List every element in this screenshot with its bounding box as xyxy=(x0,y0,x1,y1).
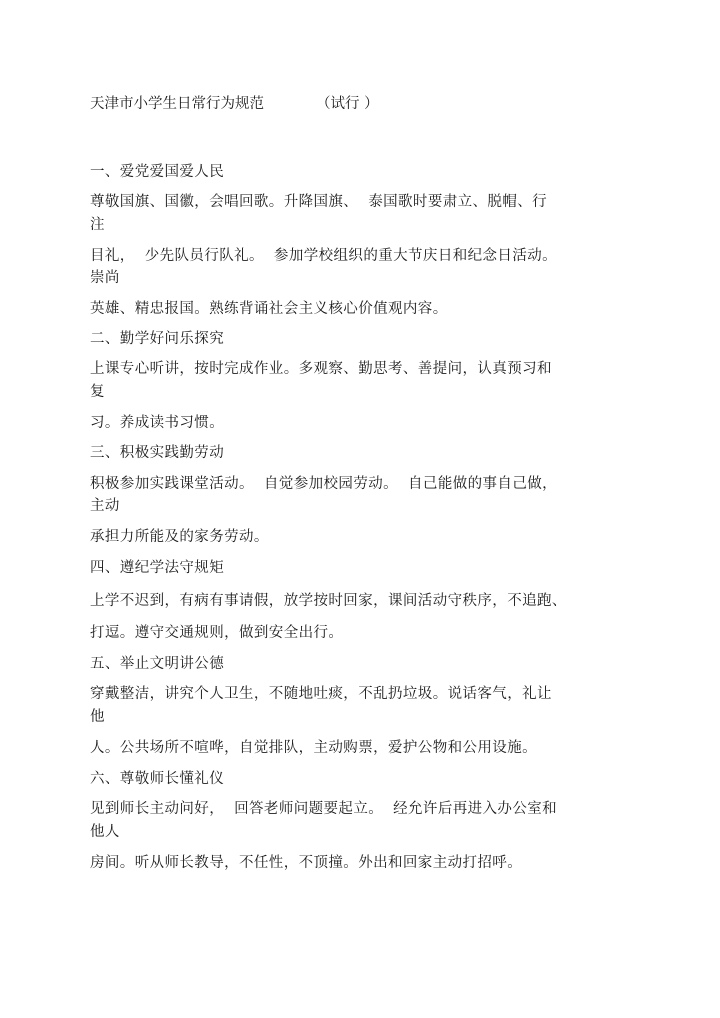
body-line: 上学不迟到，有病有事请假，放学按时回家，课间活动守秩序，不追跑、 xyxy=(90,593,567,609)
body-line: 习。养成读书习惯。 xyxy=(90,415,225,431)
section-heading-6: 六、尊敬师长懂礼仪 xyxy=(90,771,225,787)
body-line: 打逗。遵守交通规则，做到安全出行。 xyxy=(90,625,344,641)
document-title-row xyxy=(90,94,379,114)
body-line: 积极参加实践课堂活动。 自觉参加校园劳动。 自己能做的事自己做， xyxy=(90,476,558,492)
section-heading-4: 四、遵纪学法守规矩 xyxy=(90,560,225,576)
body-line: 上课专心听讲，按时完成作业。多观察、勤思考、善提问，认真预习和 xyxy=(90,361,552,377)
body-line: 崇尚 xyxy=(90,270,120,286)
body-line: 注 xyxy=(90,217,105,233)
section-heading-2: 二、勤学好问乐探究 xyxy=(90,331,225,347)
body-line: 房间。听从师长教导，不任性，不顶撞。外出和回家主动打招呼。 xyxy=(90,855,523,871)
section-heading-3: 三、积极实践勤劳动 xyxy=(90,445,225,461)
body-line: 英雄、精忠报国。熟练背诵社会主义核心价值观内容。 xyxy=(90,301,448,317)
body-line: 主动 xyxy=(90,498,120,514)
body-line: 目礼， 少先队员行队礼。 参加学校组织的重大节庆日和纪念日活动。 xyxy=(90,248,558,264)
body-line: 见到师长主动问好， 回答老师问题要起立。 经允许后再进入办公室和 xyxy=(90,801,558,817)
section-heading-5: 五、举止文明讲公德 xyxy=(90,656,225,672)
section-heading-1: 一、爱党爱国爱人民 xyxy=(90,164,225,180)
body-line: 人。公共场所不喧哗，自觉排队，主动购票，爱护公物和公用设施。 xyxy=(90,740,537,756)
body-line: 他 xyxy=(90,709,105,725)
body-line: 承担力所能及的家务劳动。 xyxy=(90,529,269,545)
body-line: 他人 xyxy=(90,824,120,840)
body-line: 穿戴整洁，讲究个人卫生，不随地吐痰，不乱扔垃圾。说话客气，礼让 xyxy=(90,686,552,702)
trial-note: （试行 ） xyxy=(316,96,379,112)
document-title: 天津市小学生日常行为规范 xyxy=(90,96,264,112)
body-line: 尊敬国旗、国徽，会唱回歌。升降国旗、 泰国歌时要肃立、脱帽、行 xyxy=(90,194,548,210)
body-line: 复 xyxy=(90,384,105,400)
